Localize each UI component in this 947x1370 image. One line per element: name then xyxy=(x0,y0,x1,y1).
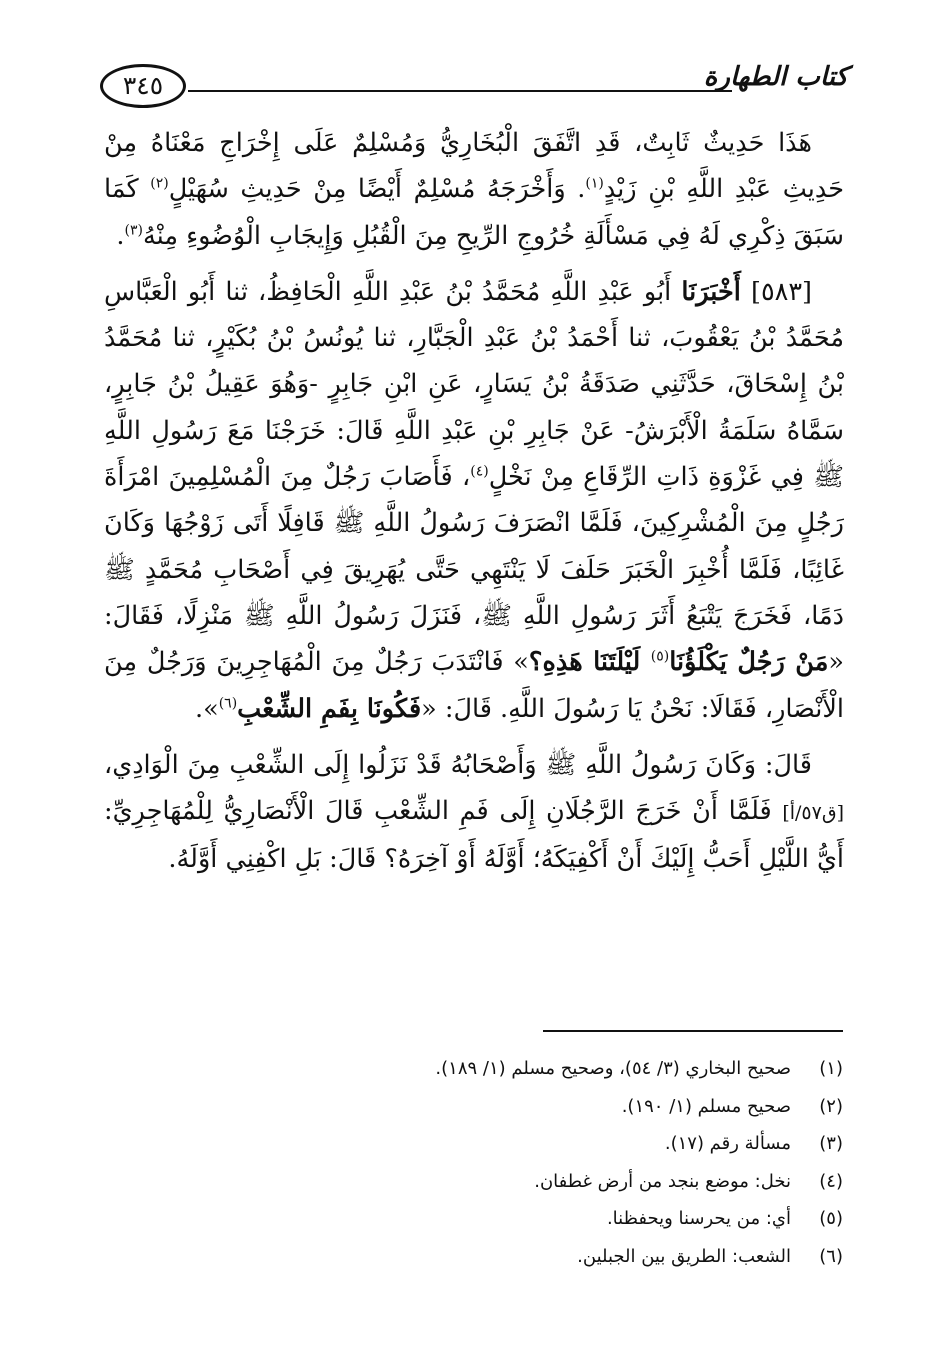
emphasized-text: أَخْبَرَنَا xyxy=(681,276,741,307)
page-header xyxy=(100,62,848,112)
text-run: [٥٨٣] xyxy=(740,276,812,307)
footnotes xyxy=(103,1050,843,1275)
footnote-number: (٤) xyxy=(819,1170,843,1192)
footnote-separator xyxy=(543,1030,843,1032)
text-run: ». xyxy=(194,693,219,724)
footnote-text: نخل: موضع بنجد من أرض غطفان. xyxy=(534,1170,791,1192)
footnote-number: (٣) xyxy=(819,1133,843,1154)
footnote-text: صحيح مسلم (١/ ١٩٠). xyxy=(621,1095,791,1117)
footnote-reference: (١) xyxy=(585,175,604,192)
footnote-1 xyxy=(103,1050,843,1088)
text-run: . xyxy=(116,220,125,251)
emphasized-text: لَيْلَتَنَا هَذِهِ؟ xyxy=(528,647,651,678)
emphasized-text: مَنْ رَجُلٌ يَكْلَؤُنَا xyxy=(669,647,829,678)
text-run: » فَانْتَدَبَ رَجُلٌ مِنَ الْمُهَاجِرِينَ وَرَجُلٌ مِنَ الْأَنْصَارِ، فَقَالَا: نَحْنُ يَا رَسُولَ اللَّهِ. قَالَ: « xyxy=(104,647,844,724)
footnote-reference: (٥) xyxy=(650,648,670,665)
text-run: أَبُو عَبْدِ اللَّهِ مُحَمَّدُ بْنُ عَبْدِ اللَّهِ الْحَافِظُ، ثنا أَبُو الْعَبَّاسِ مُحَمَّدُ بْنُ يَعْقُوبَ، ثنا أَحْمَدُ بْنُ عَبْدِ الْجَبَّارِ، ثنا يُونُسُ بْنُ بُكَيْرٍ، ثنا مُحَمَّدُ بْنُ إِسْحَاقَ، حَدَّثَنِي صَدَقَةُ بْنُ يَسَارٍ، عَنِ ابْنِ جَابِرٍ -وَهُوَ عَقِيلُ بْنُ جَابِرٍ، سَمَّاهُ سَلَمَةُ الْأَبْرَشُ- عَنْ جَابِرِ بْنِ عَبْدِ اللَّهِ قَالَ: خَرَجْنَا مَعَ رَسُولِ اللَّهِ ﷺ فِي غَزْوَةِ ذَاتِ الرِّقَاعِ مِنْ نَخْلٍ xyxy=(104,276,844,493)
text-run: . وَأَخْرَجَهُ مُسْلِمٌ أَيْضًا مِنْ حَدِيثِ سُهَيْلٍ xyxy=(168,174,586,205)
footnote-text: الشعب: الطريق بين الجبلين. xyxy=(577,1245,791,1267)
footnote-3 xyxy=(103,1125,843,1163)
footnote-5 xyxy=(103,1200,843,1238)
footnote-reference: (٣) xyxy=(124,222,143,239)
footnote-2 xyxy=(103,1088,843,1126)
footnote-number: (١) xyxy=(819,1058,843,1079)
footnote-4 xyxy=(103,1163,843,1201)
text-run: فَلَمَّا أَنْ خَرَجَ الرَّجُلَانِ إِلَى فَمِ الشِّعْبِ قَالَ الْأَنْصَارِيُّ لِلْمُهَاجِرِيِّ: أَيُّ اللَّيْلِ أَحَبُّ إِلَيْكَ أَنْ أَكْفِيَكَهُ؛ أَوَّلَهُ أَوْ آخِرَهُ؟ قَالَ: بَلِ اكْفِنِي أَوَّلَهُ. xyxy=(104,796,844,875)
header-rule xyxy=(188,90,732,92)
text-run: هَذَا حَدِيثٌ ثَابِتٌ، قَدِ اتَّفَقَ الْبُخَارِيُّ وَمُسْلِمٌ عَلَى إِخْرَاجِ مَعْنَاهُ مِنْ حَدِيثِ عَبْدِ اللَّهِ بْنِ زَيْدٍ xyxy=(104,128,844,205)
paragraph-3 xyxy=(104,742,844,883)
footnote-number: (٥) xyxy=(819,1208,843,1229)
page-number: ٣٤٥ xyxy=(100,64,186,108)
text-run: كَمَا سَبَقَ ذِكْرِي لَهُ فِي مَسْأَلَةِ خُرُوجِ الرِّيحِ مِنَ الْقُبُلِ وَإِيجَابِ الْوُضُوءِ مِنْهُ xyxy=(104,174,844,251)
footnote-text: أي: من يحرسنا ويحفظنا. xyxy=(606,1208,791,1229)
text-run: قَالَ: وَكَانَ رَسُولُ اللَّهِ ﷺ وَأَصْحَابُهُ قَدْ نَزَلُوا إِلَى الشِّعْبِ مِنَ الْوَادِي، xyxy=(104,749,812,780)
main-text xyxy=(104,120,844,883)
footnote-number: (٢) xyxy=(819,1095,843,1117)
footnote-6 xyxy=(103,1238,843,1276)
emphasized-text: فَكُونَا بِفَمِ الشِّعْبِ xyxy=(237,693,422,724)
text-run: ، فَأَصَابَ رَجُلٌ مِنَ الْمُسْلِمِينَ امْرَأَةَ رَجُلٍ مِنَ الْمُشْرِكِينَ، فَلَمَّا انْصَرَفَ رَسُولُ اللَّهِ ﷺ قَافِلًا أَتَى زَوْجُهَا وَكَانَ غَائِبًا، فَلَمَّا أُخْبِرَ الْخَبَرَ حَلَفَ لَا يَنْتَهِي حَتَّى يُهَرِيقَ فِي أَصْحَابِ مُحَمَّدٍ ﷺ دَمًا، فَخَرَجَ يَتْبَعُ أَثَرَ رَسُولِ اللَّهِ ﷺ، فَنَزَلَ رَسُولُ اللَّهِ ﷺ مَنْزِلًا، فَقَالَ: « xyxy=(104,462,844,678)
footnote-text: مسألة رقم (١٧). xyxy=(664,1133,791,1154)
book-title: كتاب الطهارة xyxy=(703,62,848,92)
footnote-number: (٦) xyxy=(819,1245,843,1267)
footnote-reference: (٦) xyxy=(218,695,238,712)
footnote-text: صحيح البخاري (٣/ ٥٤)، وصحيح مسلم (١/ ١٨٩). xyxy=(435,1058,791,1079)
paragraph-2 xyxy=(104,269,844,732)
paragraph-1 xyxy=(104,120,844,259)
manuscript-folio-marker: [ق٥٧/أ] xyxy=(782,802,844,825)
footnote-reference: (٢) xyxy=(150,175,169,192)
footnote-reference: (٤) xyxy=(470,463,489,480)
